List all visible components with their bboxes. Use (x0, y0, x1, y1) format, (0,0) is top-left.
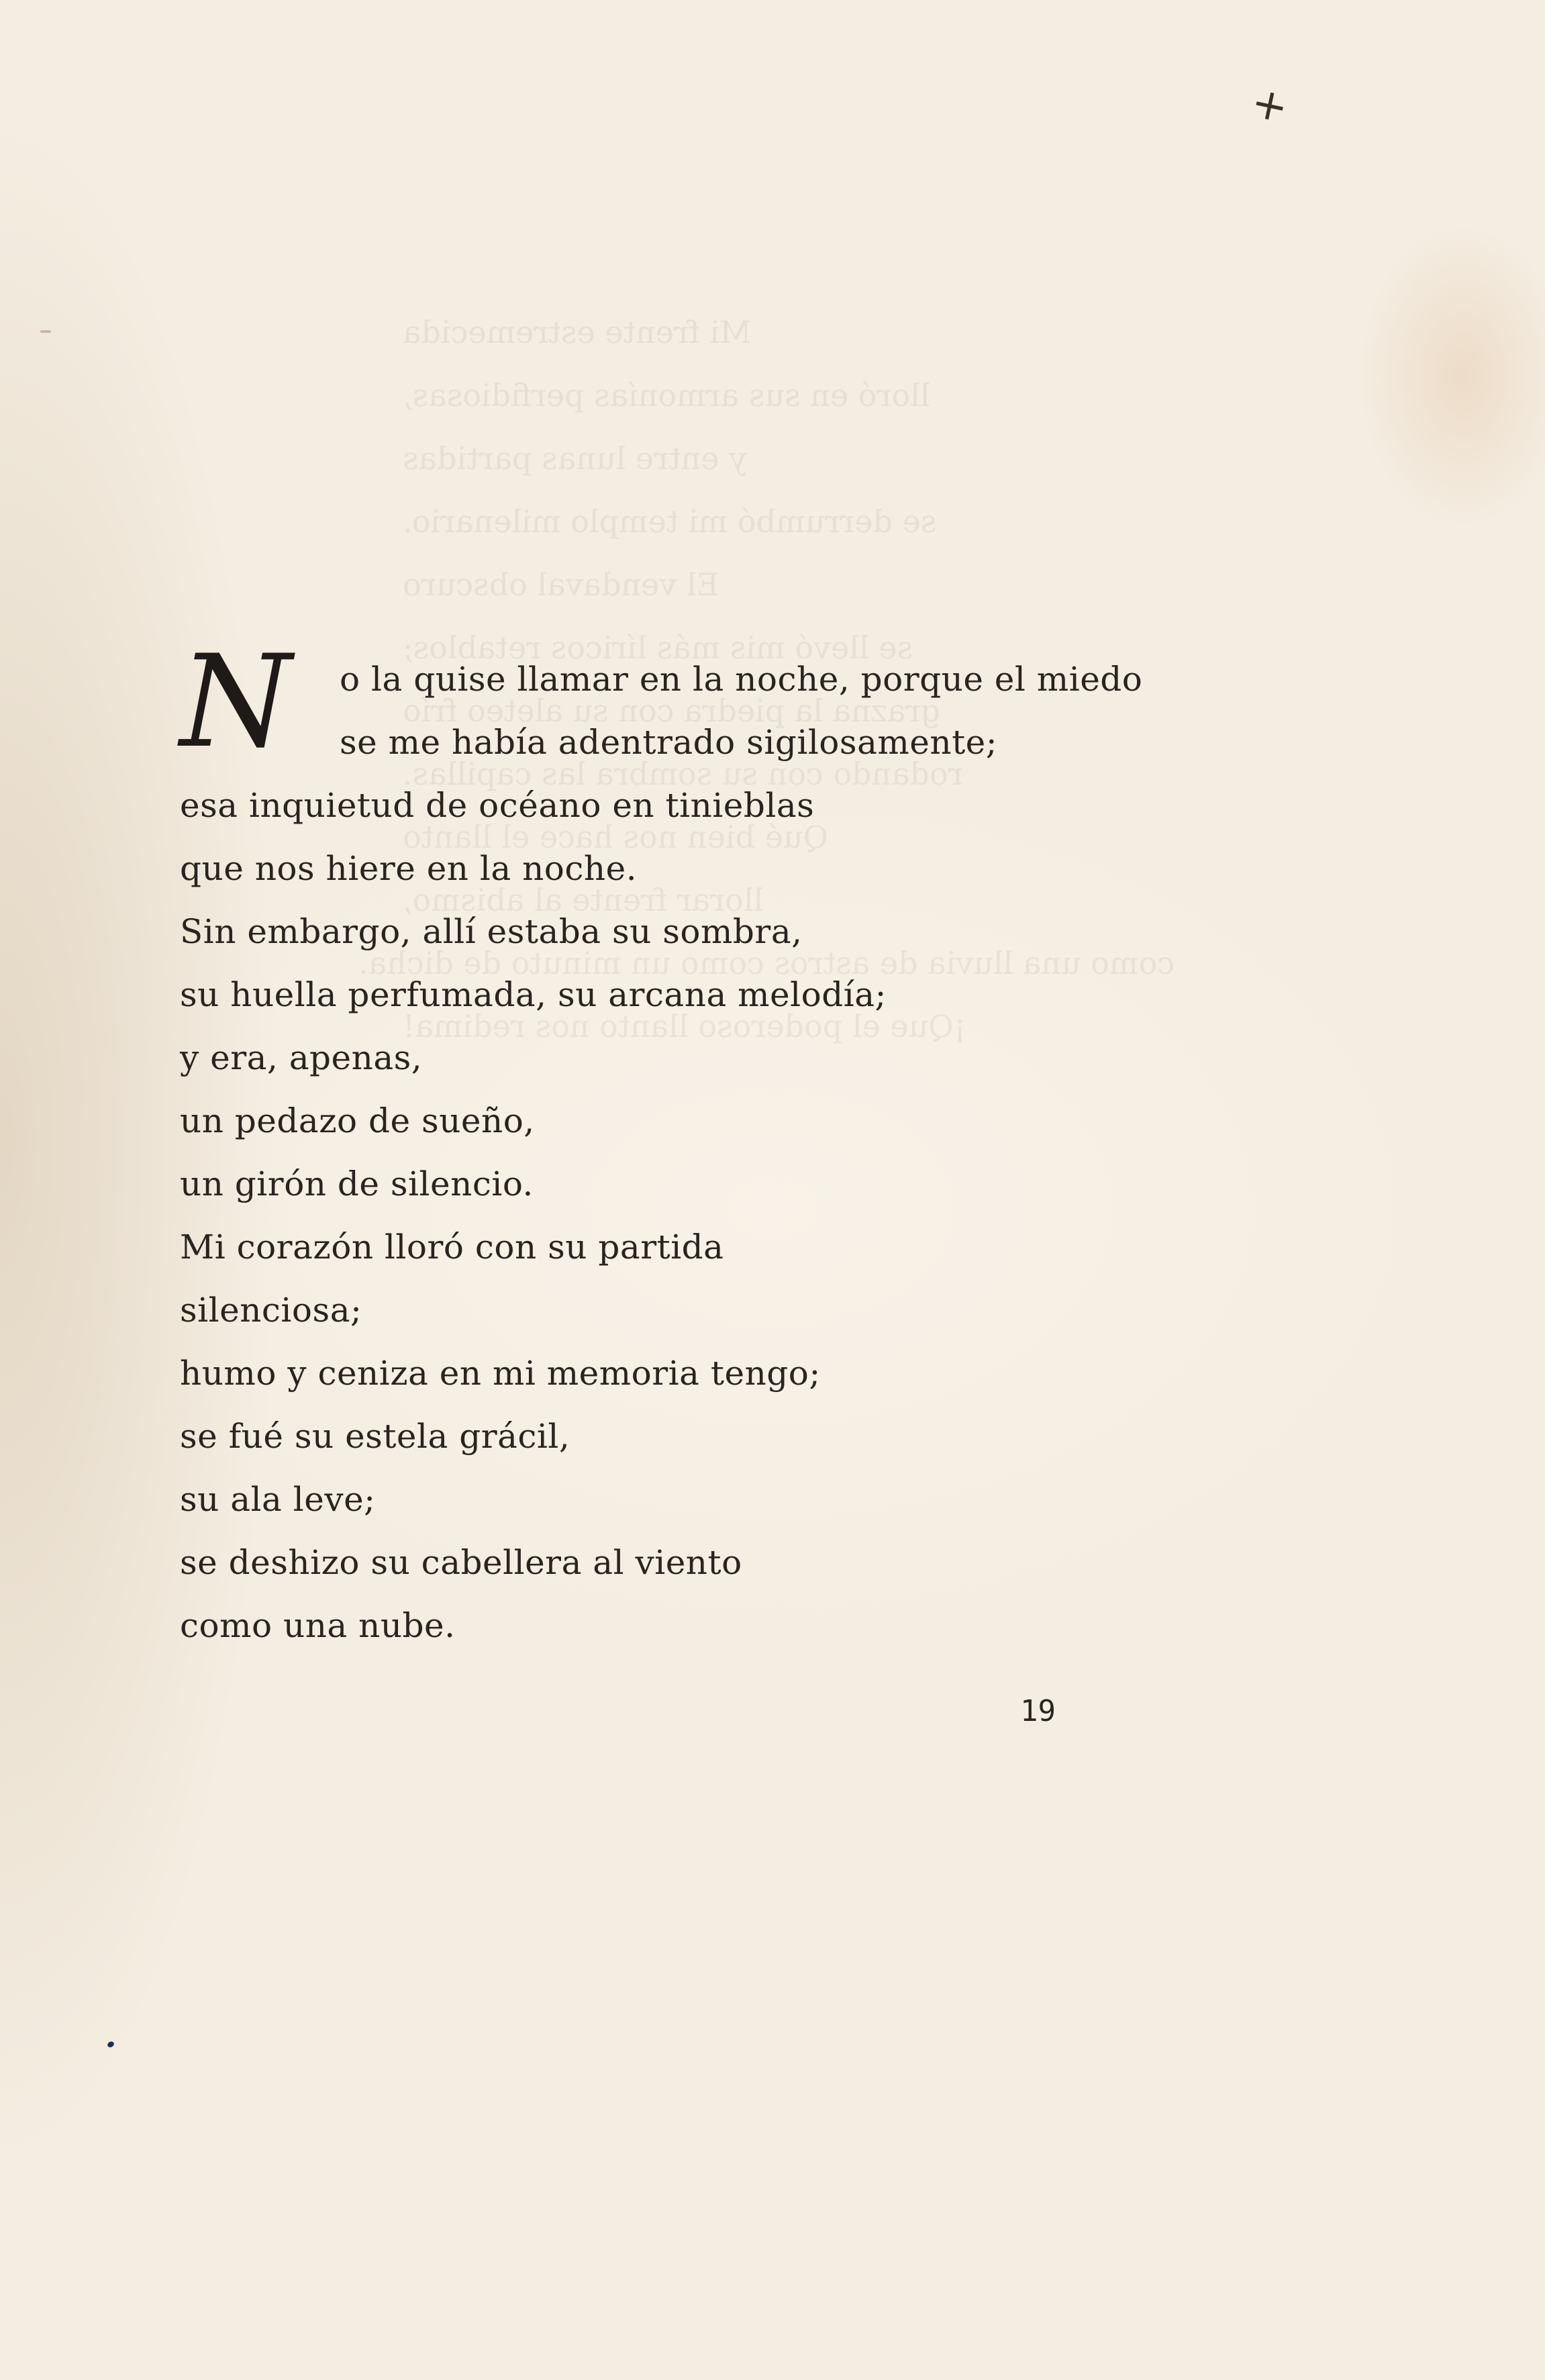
poem-line: un pedazo de sueño, (180, 1101, 535, 1140)
poem-line: se fué su estela grácil, (180, 1417, 570, 1456)
bleed-line: El vendaval obscuro (403, 566, 719, 603)
bleed-line: ¡Que el poderoso llanto nos redima! (403, 1008, 966, 1044)
poem-line: se deshizo su cabellera al viento (180, 1543, 742, 1582)
paper-speck (40, 330, 51, 333)
bleed-line: se derrumbó mi templo milenario. (403, 503, 937, 540)
poem-line: su huella perfumada, su arcana melodía; (180, 975, 887, 1014)
poem-line: o la quise llamar en la noche, porque el miedo (340, 660, 1143, 699)
poem-opening (180, 628, 1227, 776)
bleed-line: se llevó mis más líricos retablos; (403, 630, 913, 666)
ink-speck (107, 2040, 115, 2048)
pencil-mark: + (1246, 77, 1293, 134)
bleed-line: rodando con su sombra las capillas. (403, 756, 963, 792)
poem-line: Mi corazón lloró con su partida (180, 1228, 724, 1267)
bleed-line: y entre lunas partidas (403, 440, 746, 477)
poem-line: Sin embargo, allí estaba su sombra, (180, 912, 803, 951)
poem-line: esa inquietud de océano en tinieblas (180, 786, 815, 825)
poem (180, 628, 1227, 1657)
bleed-line: como una lluvia de astros como un minuto de dicha. (358, 945, 1175, 981)
page-number: 19 (1020, 1694, 1056, 1728)
drop-cap-lines (340, 648, 1142, 774)
drop-cap: N (180, 628, 292, 776)
bleed-line: grazna la piedra con su aleteo frío (403, 693, 940, 729)
poem-line: un girón de silencio. (180, 1164, 534, 1203)
poem-line: su ala leve; (180, 1480, 376, 1519)
poem-line: como una nube. (180, 1606, 456, 1645)
bleed-line: llorar frente al abismo, (403, 882, 764, 918)
poem-line: silenciosa; (180, 1291, 362, 1330)
poem-line: que nos hiere en la noche. (180, 849, 638, 888)
bleed-line: lloró en sus armonías perfidiosas, (403, 377, 930, 413)
bleed-line: Mi frente estremecida (403, 314, 752, 350)
poem-line: y era, apenas, (180, 1038, 423, 1077)
bleed-line: Qué bien nos hace el llanto (403, 819, 829, 855)
poem-line: se me había adentrado sigilosamente; (340, 723, 998, 762)
poem-line: humo y ceniza en mi memoria tengo; (180, 1354, 821, 1393)
